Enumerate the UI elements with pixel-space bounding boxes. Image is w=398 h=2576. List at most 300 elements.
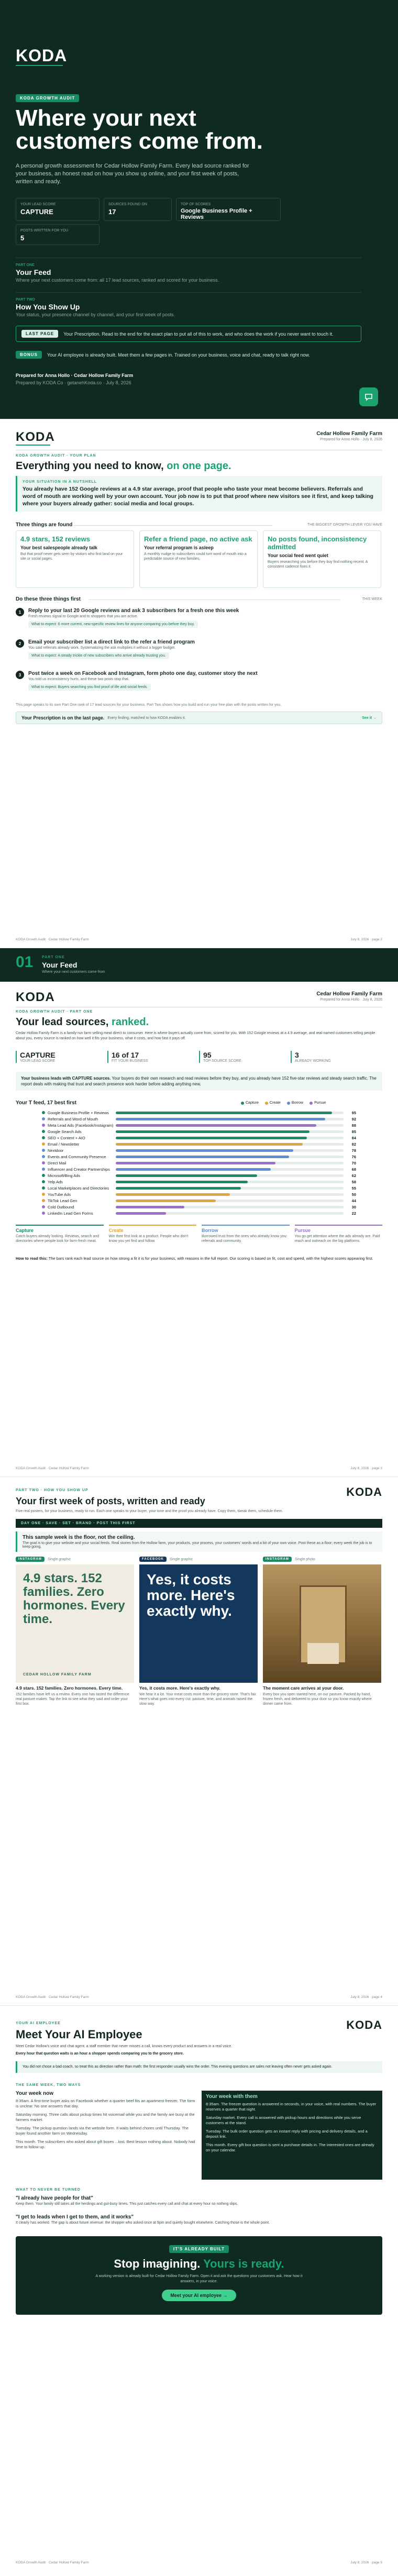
plan-client: Cedar Hollow Family Farm: [316, 431, 382, 437]
finding-big: Refer a friend page, no active ask: [144, 535, 252, 543]
posts-chip: DAY ONE · SAVE · SET · BRAND · POST THIS FIRST: [21, 1522, 136, 1525]
sources-callout: [16, 1072, 382, 1091]
plan-headline: [16, 460, 231, 472]
posts-footer-left: KODA Growth Audit · Cedar Hollow Family Farm: [16, 1995, 89, 1999]
post-cards: [16, 1557, 381, 1706]
post-graphic-brand: CEDAR HOLLOW FAMILY FARM: [23, 1673, 92, 1676]
group-card: [16, 1225, 104, 1243]
ai-logo: KODA: [346, 2018, 382, 2031]
group-name: Create: [108, 1228, 124, 1233]
week-with-title: Your week with them: [206, 2094, 258, 2100]
source-name: Google Search Ads: [48, 1129, 82, 1134]
week-item: This month. Every gift box question is sent a purchase details in. The interested ones are already on your calendar.: [206, 2142, 374, 2152]
source-name: Events and Community Presence: [48, 1154, 106, 1159]
plan-footer-right: July 8, 2026 · page 2: [350, 938, 382, 941]
sources-footer-right: July 8, 2026 · page 3: [350, 1467, 382, 1470]
week-item: 8:35am. A first-time buyer asks on Facebook whether a quarter beef fits an apartment freezer. The form is unclear. No one answers that day.: [16, 2098, 195, 2108]
source-bar-row: [42, 1185, 356, 1191]
group-desc: Borrowed trust from the ones who already know you: referrals and community.: [202, 1235, 288, 1243]
source-score: 85: [351, 1129, 356, 1134]
source-bar-fill: [116, 1212, 166, 1215]
stat-value: 16 of 17: [112, 1051, 139, 1059]
post-card: [16, 1557, 134, 1706]
plan-footer-left: KODA Growth Audit · Cedar Hollow Family Farm: [16, 938, 89, 941]
group-desc: You go get attention where the ads already are. Paid reach and outreach on the big platforms.: [294, 1235, 380, 1243]
part-one-sub: Where your next customers come from: [42, 970, 105, 974]
sources-logo: KODA: [16, 990, 55, 1004]
cover-title: [16, 107, 263, 153]
cover-part-one: [16, 258, 361, 283]
source-score: 22: [351, 1211, 356, 1216]
source-bar-row: [42, 1179, 356, 1185]
part-one-title: Your Feed: [42, 961, 78, 969]
source-group-dot: [42, 1124, 45, 1127]
three-divider: [73, 525, 272, 526]
plan-logo: KODA: [16, 430, 55, 444]
stat-label: POSTS WRITTEN FOR YOU: [20, 229, 69, 232]
source-bar-row: [42, 1204, 356, 1210]
posts-lead: [16, 1531, 382, 1552]
source-score: 30: [351, 1204, 356, 1209]
sources-client-sub: Prepared for Anna Hollo · July 8, 2026: [320, 998, 382, 1002]
howto-body: The bars rank each lead source on how strong a fit it is for your business, with reasons in the full report. Our scoring is based on fit, cost and speed, with the highest scores appearing first.: [47, 1256, 373, 1261]
see-prescription-link[interactable]: See it →: [362, 716, 377, 720]
source-bar-fill: [116, 1156, 289, 1158]
post-graphic: [16, 1564, 134, 1683]
ai-title: Meet Your AI Employee: [16, 2028, 142, 2041]
source-score: 84: [351, 1135, 356, 1140]
lead-text: The goal is to give your website and your social feeds. Real stories from the Hollow farm, your products, your process, your customers' words and a bit of your own voice. Post these as a floor; every week the job is to keep going.: [23, 1541, 372, 1549]
source-bar-track: [116, 1187, 344, 1190]
presc-lead: Your Prescription is on the last page.: [21, 715, 105, 720]
post-card: [263, 1557, 381, 1706]
source-score: 55: [351, 1185, 356, 1191]
source-bar-track: [116, 1156, 344, 1158]
legend-label: Capture: [246, 1101, 259, 1105]
callout-body: Your buyers do their own research and read reviews before they buy, and you already have 152 five-star reviews and steady search traffic. The report deals with making that trust and search presence work harder before adding anything new.: [21, 1076, 377, 1086]
step-3: [16, 671, 382, 691]
sources-headline: [16, 1016, 149, 1028]
posts-footer-right: July 8, 2026 · page 4: [350, 1995, 382, 1999]
source-bar-row: [42, 1160, 356, 1166]
ai-footer-left: KODA Growth Audit · Cedar Hollow Family Farm: [16, 2561, 89, 2564]
part-one-banner: [0, 948, 398, 982]
source-group-dot: [42, 1205, 45, 1208]
cta-text: A working version is already built for Cedar Hollow Family Farm. Open it and ask the questions your customers ask. Hear how it answers, in your voice.: [95, 2274, 303, 2283]
part-one-number: 01: [16, 953, 34, 971]
group-card: [295, 1225, 383, 1243]
bonus-chip: BONUS: [16, 351, 42, 359]
source-bar-fill: [116, 1124, 316, 1127]
source-bar-track: [116, 1206, 344, 1208]
cta-chip: IT'S ALREADY BUILT: [169, 2245, 229, 2253]
source-group-dot: [42, 1142, 45, 1146]
source-name: Influencer and Creator Partnerships: [48, 1167, 110, 1172]
do-divider: [89, 599, 340, 600]
cover-title-line1: Where your next: [16, 105, 196, 131]
source-group-dot: [42, 1193, 45, 1196]
ai-intro-a: Meet Cedar Hollow's voice and chat agent, a staff member that never misses a call, knows every product and answers in a real voice.: [16, 2045, 233, 2048]
legend-item: [241, 1101, 259, 1105]
step-number: 3: [16, 671, 24, 679]
source-bar-row: [42, 1116, 356, 1122]
source-bar-track: [116, 1137, 344, 1139]
three-things-title: Three things are found: [16, 522, 73, 528]
source-group-dot: [42, 1130, 45, 1133]
legend-label: Borrow: [291, 1101, 304, 1105]
cta-title-a: Stop imagining.: [114, 2257, 204, 2270]
source-bar-row: [42, 1166, 356, 1172]
finding-title: Your referral program is asleep: [144, 545, 214, 550]
ai-employee-page: [0, 2005, 398, 2576]
week-item: Saturday market. Every call is answered with pickup hours and directions while you serve customers at the stand.: [206, 2115, 361, 2125]
post-graphic-text: Yes, it costs more. Here's exactly why.: [147, 1571, 235, 1619]
group-name: Borrow: [202, 1228, 218, 1233]
plan-prescription-bar: [16, 712, 382, 724]
part-desc: Your status, your presence channel by channel, and your first week of posts.: [16, 312, 175, 317]
source-name: TikTok Lead Gen: [48, 1198, 78, 1203]
source-score: 82: [351, 1141, 356, 1147]
stat-label: ALREADY WORKING: [295, 1059, 331, 1063]
sources-stats: [16, 1051, 382, 1063]
source-bar-row: [42, 1147, 356, 1153]
source-group-dot: [42, 1111, 45, 1114]
legend-swatch: [309, 1102, 313, 1105]
sources-stat: [291, 1051, 382, 1063]
sources-intro: Cedar Hollow Family Farm is a family-run farm selling meat direct to consumer. Here is where buyers actually come from, scored for you. With 152 Google reviews at a 4.9 average, and real-named customers telling people about you, every source is ranked on how well it fits your business, what it costs, and how fast it pays off.: [16, 1031, 375, 1040]
plan-tag: KODA GROWTH AUDIT · YOUR PLAN: [16, 454, 96, 458]
stat-value: 3: [295, 1051, 299, 1059]
post-caption: We hear it a lot. Your meat costs more than the grocery store. That's fair. Here's what goes into every cut: pasture, time, and animals raised the slow way.: [139, 1693, 257, 1706]
post-photo: [263, 1564, 381, 1683]
step-expect: What to expect: 6 more current, new-specific review lines for anyone comparing you before they buy.: [28, 621, 198, 628]
plan-client-sub: Prepared for Anna Hollo · July 8, 2026: [320, 438, 382, 441]
source-bar-fill: [116, 1187, 241, 1190]
week-now-title: Your week now: [16, 2091, 54, 2096]
cover-page: [0, 0, 398, 419]
group-card: [202, 1225, 290, 1243]
headline-b: on one page.: [167, 460, 231, 472]
finding-card-referral: [139, 530, 258, 588]
source-groups: [16, 1225, 382, 1243]
group-name: Capture: [16, 1228, 34, 1233]
cover-part-two: [16, 292, 361, 317]
cta-title: [16, 2257, 382, 2271]
prescription-text: Your Prescription. Read to the end for the exact plan to put all of this to work, and who does the work if you never want to touch it.: [63, 331, 334, 337]
post-type: Single graphic: [47, 1557, 71, 1561]
week-item: Tuesday. The pickup question lands via the website form. It waits behind chores until Thursday. The buyer found another farm on Wednesday.: [16, 2126, 189, 2136]
source-bar-track: [116, 1112, 344, 1114]
source-bar-track: [116, 1200, 344, 1202]
source-bar-row: [42, 1122, 356, 1128]
legend-label: Pursue: [314, 1101, 326, 1105]
stat-value: 95: [203, 1051, 212, 1059]
source-bar-fill: [116, 1143, 303, 1146]
step-desc: You said referrals already work. Systematizing the ask multiplies it without a bigger budget.: [28, 646, 176, 650]
source-name: YouTube Ads: [48, 1192, 71, 1197]
stat-label: TOP SOURCE SCORE: [203, 1059, 241, 1063]
source-bar-track: [116, 1143, 344, 1146]
stat-value: 17: [108, 208, 116, 216]
source-name: Email / Newsletter: [48, 1141, 80, 1147]
step-title: Post twice a week on Facebook and Instagram, form photo one day, customer story the next: [28, 671, 258, 676]
legend-label: Create: [269, 1101, 281, 1105]
week-item: This month. The subscribers who asked about gift boxes ...lost. Best lesson nothing about. Nobody had time to follow up.: [16, 2139, 195, 2149]
source-bar-track: [116, 1130, 344, 1133]
source-score: 58: [351, 1179, 356, 1184]
sources-page: [0, 948, 398, 1476]
post-graphic-text: 4.9 stars. 152 families. Zero hormones. Every time.: [23, 1571, 125, 1626]
source-bar-track: [116, 1168, 344, 1171]
source-bar-track: [116, 1193, 344, 1196]
post-card: [139, 1557, 258, 1706]
plan-logo-underline: [16, 445, 50, 446]
source-group-dot: [42, 1186, 45, 1190]
source-score: 88: [351, 1123, 356, 1128]
do-first-title: Do these three things first: [16, 596, 81, 602]
source-bar-fill: [116, 1181, 248, 1183]
plan-page: [0, 419, 398, 948]
quote-1: [16, 2195, 382, 2206]
source-score: 50: [351, 1192, 356, 1197]
part-tag: PART ONE: [16, 263, 35, 267]
source-bar-fill: [116, 1193, 230, 1196]
week-now-column: [16, 2091, 196, 2153]
feed-legend: [241, 1101, 326, 1105]
step-expect: What to expect: A steady trickle of new subscribers who arrive already trusting you.: [28, 652, 169, 659]
group-desc: Catch buyers already looking. Reviews, search and directories where people look for farm-fresh meat.: [16, 1235, 100, 1243]
sources-tag: KODA GROWTH AUDIT · PART ONE: [16, 1010, 93, 1014]
cover-stat-top: [176, 198, 281, 221]
step-number: 2: [16, 639, 24, 648]
part-title: Your Feed: [16, 268, 51, 276]
posts-logo: KODA: [346, 1485, 382, 1498]
post-platform: INSTAGRAM: [16, 1557, 45, 1562]
plan-note: This page speaks to its own Part One rank of 17 lead sources for your business. Part Two shows how you build and run your free plan with the posts written for you.: [16, 703, 282, 707]
source-bar-row: [42, 1172, 356, 1179]
group-desc: Win their first look at a product. People who don't know you yet find and follow.: [108, 1235, 189, 1243]
cover-logo-underline: [16, 65, 63, 66]
nutshell-text: You already have 152 Google reviews at a 4.9 star average, proof that people who taste your meat become believers. Referrals and word of mouth are working well by your own account. Your job now is to put that proof where new visitors see it first, and keep talking where your buyers already gather: social media and local groups.: [23, 486, 373, 507]
source-bar-fill: [116, 1130, 309, 1133]
three-things-side: THE BIGGEST GROWTH LEVER YOU HAVE: [307, 523, 382, 527]
source-name: Cold Outbound: [48, 1204, 74, 1209]
cover-prepared-for: Prepared for Anna Hollo · Cedar Hollow Family Farm: [16, 373, 134, 378]
finding-big: No posts found, inconsistency admitted: [268, 535, 367, 551]
source-name: Google Business Profile + Reviews: [48, 1110, 109, 1115]
finding-card-social: [263, 530, 381, 588]
source-bar-row: [42, 1191, 356, 1197]
cover-prescription: [16, 326, 361, 342]
source-bar-fill: [116, 1174, 257, 1177]
cta-button[interactable]: Meet your AI employee →: [162, 2290, 236, 2301]
cover-prepared-by: Prepared by KODA Co · getanehKoda.co · July 8, 2026: [16, 380, 131, 385]
post-caption-title: The moment care arrives at your door.: [263, 1685, 344, 1691]
howto-lead: How to read this:: [16, 1256, 48, 1261]
step-2: [16, 639, 382, 659]
step-expect: What to expect: Buyers searching you find proof of life and social feeds.: [28, 684, 151, 691]
quote-answer: It clearly has worked. The gap is about future revenue: the shopper who asked once at 9pm and quietly bought elsewhere. Catching those is the whole point.: [16, 2221, 270, 2225]
source-bar-row: [42, 1197, 356, 1204]
legend-item: [287, 1101, 303, 1105]
cover-stat-posts: [16, 224, 100, 245]
headline-b: ranked.: [112, 1016, 149, 1028]
quote-2: [16, 2214, 382, 2225]
source-name: LinkedIn Lead Gen Forms: [48, 1211, 93, 1216]
cover-stat-lead: [16, 198, 100, 221]
stat-label: YOUR LEAD SCORE: [20, 203, 56, 206]
source-bar-row: [42, 1210, 356, 1216]
step-1: [16, 608, 382, 628]
stat-value: Google Business Profile + Reviews: [181, 208, 252, 220]
source-name: Direct Mail: [48, 1160, 67, 1165]
source-bar-fill: [116, 1162, 275, 1164]
lead-title: This sample week is the floor, not the ceiling.: [23, 1535, 135, 1540]
stat-value: CAPTURE: [20, 208, 53, 216]
source-group-dot: [42, 1174, 45, 1177]
source-group-dot: [42, 1161, 45, 1164]
source-score: 70: [351, 1160, 356, 1165]
source-bar-row: [42, 1109, 356, 1116]
headline-a: Your lead sources,: [16, 1016, 112, 1028]
source-group-dot: [42, 1180, 45, 1183]
post-platform: INSTAGRAM: [263, 1557, 292, 1562]
cover-stat-sources: [104, 198, 172, 221]
week-with-column: [202, 2091, 382, 2180]
source-name: Referrals and Word of Mouth: [48, 1116, 98, 1122]
stat-label: SOURCES FOUND ON: [108, 203, 147, 206]
legend-swatch: [287, 1102, 290, 1105]
post-type: Single photo: [294, 1557, 315, 1561]
same-week-tag: THE SAME WEEK, TWO WAYS: [16, 2083, 81, 2087]
cover-logo: KODA: [16, 46, 68, 65]
part-one-tag: PART ONE: [42, 956, 65, 959]
do-first-side: THIS WEEK: [362, 597, 382, 601]
legend-swatch: [241, 1102, 244, 1105]
source-bar-fill: [116, 1137, 307, 1139]
week-with-list: [206, 2102, 378, 2153]
bonus-text: Your AI employee is already built. Meet them a few pages in. Trained on your business, voice and chat, ready to talk right now.: [47, 352, 310, 358]
finding-title: Your best salespeople already talk: [20, 545, 97, 550]
cta-chip-wrap: [16, 2244, 382, 2253]
source-score: 44: [351, 1198, 356, 1203]
source-bar-fill: [116, 1118, 325, 1120]
source-group-dot: [42, 1149, 45, 1152]
sources-client: Cedar Hollow Family Farm: [316, 991, 382, 997]
cover-stats: [16, 198, 281, 221]
post-caption: Every box you open started here, on our pasture. Packed by hand, frozen fresh, and delivered to your door so you know exactly where dinner came from.: [263, 1693, 372, 1706]
cta-panel: [16, 2236, 382, 2315]
source-bar-row: [42, 1135, 356, 1141]
source-bar-row: [42, 1128, 356, 1135]
source-group-dot: [42, 1199, 45, 1202]
source-bar-track: [116, 1149, 344, 1152]
post-type: Single graphic: [170, 1557, 193, 1561]
source-score: 76: [351, 1154, 356, 1159]
source-score: 68: [351, 1167, 356, 1172]
source-name: Microsoft/Bing Ads: [48, 1173, 81, 1178]
source-group-dot: [42, 1212, 45, 1215]
step-number: 1: [16, 608, 24, 616]
post-graphic: [139, 1564, 258, 1683]
legend-swatch: [265, 1102, 268, 1105]
stat-label: YOUR LEAD SCORE: [20, 1059, 56, 1063]
source-bar-track: [116, 1124, 344, 1127]
ai-footer-right: July 8, 2026 · page 5: [350, 2561, 382, 2564]
source-bar-fill: [116, 1206, 184, 1208]
part-title: How You Show Up: [16, 303, 80, 311]
source-bar-track: [116, 1181, 344, 1183]
finding-desc: But that proof never gets seen by visitors who first land on your site or social pages.: [20, 552, 123, 561]
ai-intro-b: Every hour that question waits is an hour a shopper spends comparing you to the grocery store.: [16, 2052, 184, 2056]
source-bar-fill: [116, 1168, 271, 1171]
posts-intro: Five real posters, for your business, ready to run. Each one speaks to your buyer, your tone and the proof you already have. Copy them, tweak them, schedule them.: [16, 1509, 283, 1513]
cover-tag: KODA GROWTH AUDIT: [16, 94, 79, 102]
step-title: Email your subscriber list a direct link to the refer a friend program: [28, 639, 195, 645]
source-bar-track: [116, 1162, 344, 1164]
source-bars: [42, 1109, 356, 1216]
source-name: Local Marketplaces and Directories: [48, 1185, 109, 1191]
source-bar-row: [42, 1141, 356, 1147]
source-bar-track: [116, 1174, 344, 1177]
posts-chip-row: [16, 1519, 382, 1528]
source-name: Nextdoor: [48, 1148, 64, 1153]
source-bar-track: [116, 1212, 344, 1215]
post-caption-title: 4.9 stars. 152 families. Zero hormones. Every time.: [16, 1685, 123, 1691]
source-group-dot: [42, 1168, 45, 1171]
posts-page: [0, 1476, 398, 2005]
source-name: SEO + Content + AIO: [48, 1135, 85, 1140]
group-card: [109, 1225, 197, 1243]
posts-title: Your first week of posts, written and ready: [16, 1496, 205, 1506]
ai-callout: You did not chose a bad coach, so treat this as direction rather than math: the first responder usually wins the order. This evening questions are sales not leaving often never gets asked again.: [16, 2061, 382, 2073]
step-title: Reply to your last 20 Google reviews and ask 3 subscribers for a fresh one this week: [28, 608, 239, 614]
three-things-cards: [16, 530, 381, 588]
photo-box-shape: [307, 1643, 339, 1664]
source-group-dot: [42, 1155, 45, 1158]
part-tag: PART TWO: [16, 298, 35, 302]
chat-widget-button[interactable]: [359, 387, 378, 406]
stat-label: TOP OF SCORES: [181, 203, 211, 206]
week-item: Tuesday. The bulk order question gets an instant reply with pricing and delivery details, and a deposit link.: [206, 2129, 368, 2139]
finding-desc: Buyers researching you before they buy find nothing recent. A consistent cadence fixes it.: [268, 560, 368, 569]
prescription-chip: LAST PAGE: [21, 330, 58, 338]
presc-desc: Every finding, matched to how KODA enables it.: [107, 716, 186, 720]
howto-read: [16, 1256, 382, 1261]
source-bar-fill: [116, 1149, 293, 1152]
finding-big: 4.9 stars, 152 reviews: [20, 535, 90, 543]
week-now-list: [16, 2098, 196, 2150]
finding-card-reviews: [16, 530, 134, 588]
cover-title-line2: customers come from.: [16, 128, 263, 154]
chat-icon: [364, 392, 373, 402]
headline-a: Everything you need to know,: [16, 460, 167, 472]
group-name: Pursue: [294, 1228, 311, 1233]
sources-stat: [107, 1051, 199, 1063]
cover-bonus: [16, 351, 361, 359]
step-desc: Fresh reviews signal to Google and to shoppers that you are active.: [28, 615, 138, 618]
sources-stat: [16, 1051, 107, 1063]
week-item: Saturday morning. Three calls about pickup times hit voicemail while you and the family are busy at the farmers market.: [16, 2112, 195, 2122]
source-score: 92: [351, 1116, 356, 1122]
stat-value: CAPTURE: [20, 1051, 56, 1059]
source-group-dot: [42, 1117, 45, 1120]
matter-tag: WHAT TO NEVER BE TURNED: [16, 2188, 81, 2192]
nutshell-tag: YOUR SITUATION IN A NUTSHELL: [23, 480, 97, 484]
source-score: 95: [351, 1110, 356, 1115]
post-caption-title: Yes, it costs more. Here's exactly why.: [139, 1685, 220, 1691]
step-desc: You told us inconsistency hurts, and these two posts stop that.: [28, 678, 129, 681]
